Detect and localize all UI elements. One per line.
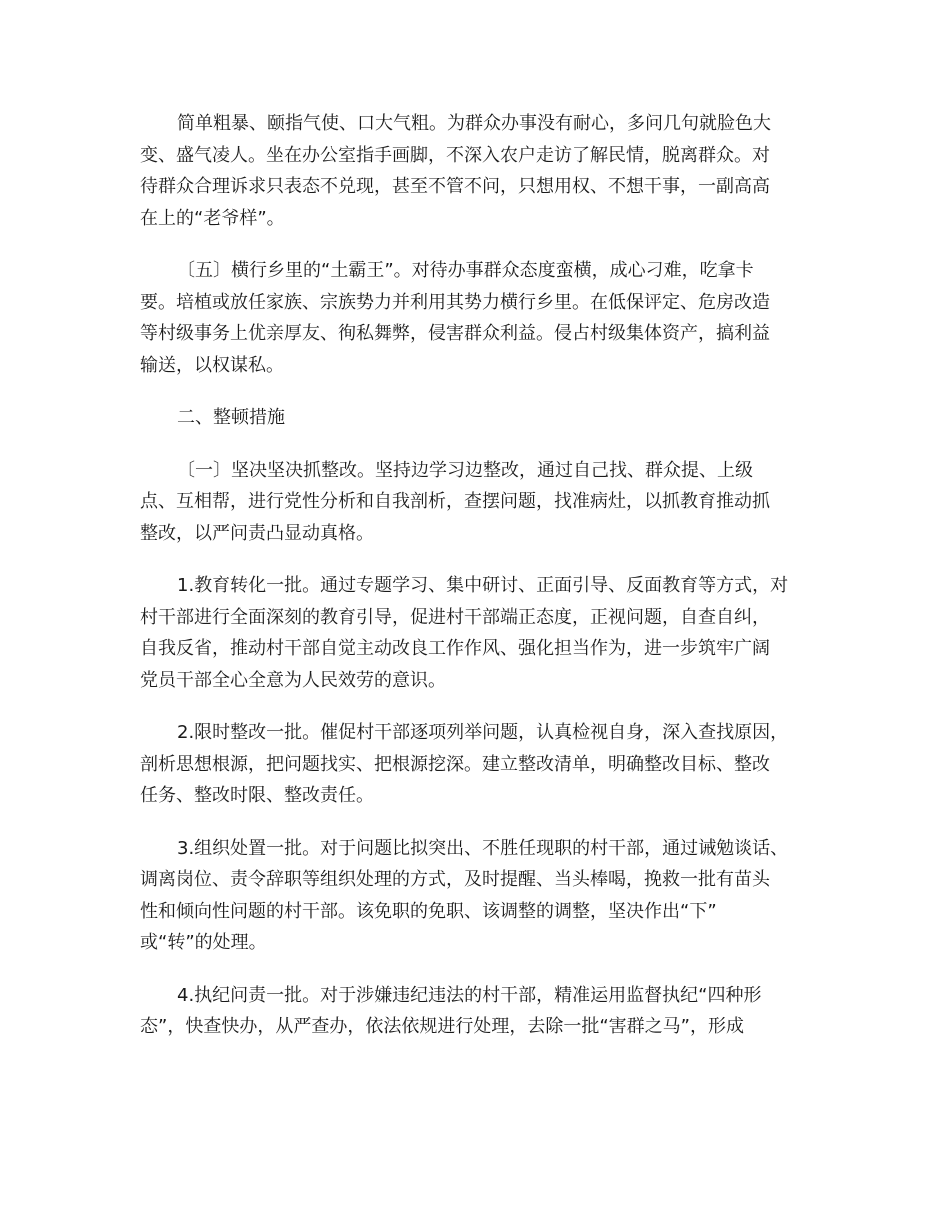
text-line: 2.限时整改一批。催促村干部逐项列举问题，认真检视自身，深入查找原因， <box>177 722 789 743</box>
text-line: 〔一〕坚决坚决抓整改。坚持边学习边整改，通过自己找、群众提、上级 <box>177 459 753 481</box>
text-line: 4.执纪问责一批。对于涉嫌违纪违法的村干部，精准运用监督执纪“四种形 <box>177 984 762 1006</box>
paragraph-1 <box>140 108 810 234</box>
section-heading: 二、整顿措施 <box>177 407 285 428</box>
text-line: 输送，以权谋私。 <box>140 354 284 376</box>
text-line: 简单粗暴、颐指气使、口大气粗。为群众办事没有耐心，多问几句就脸色大 <box>177 113 771 134</box>
paragraph-7 <box>140 980 810 1043</box>
paragraph-5 <box>140 717 810 812</box>
text-line: 整改，以严问责凸显动真格。 <box>140 522 374 544</box>
text-line: 剖析思想根源，把问题找实、把根源挖深。建立整改清单，明确整改目标、整改 <box>140 753 770 775</box>
text-line: 党员干部全心全意为人民效劳的意识。 <box>140 669 446 691</box>
paragraph-2 <box>140 255 810 381</box>
text-line: 在上的“老爷样”。 <box>140 207 285 229</box>
text-line: 待群众合理诉求只表态不兑现，甚至不管不问，只想用权、不想干事，一副高高 <box>140 176 770 197</box>
text-line: 3.组织处置一批。对于问题比拟突出、不胜任现职的村干部，通过诫勉谈话、 <box>177 837 789 859</box>
text-line: 〔五〕横行乡里的“土霸王”。对待办事群众态度蛮横，成心刁难，吃拿卡 <box>177 260 754 281</box>
text-line: 点、互相帮，进行党性分析和自我剖析，查摆问题，找准病灶，以抓教育推动抓 <box>140 491 770 512</box>
text-line: 态”，快查快办，从严查办，依法依规进行处理，去除一批“害群之马”，形成 <box>140 1016 744 1037</box>
text-line: 村干部进行全面深刻的教育引导，促进村干部端正态度，正视问题，自查自纠， <box>140 606 770 628</box>
text-line: 要。培植或放任家族、宗族势力并利用其势力横行乡里。在低保评定、危房改造 <box>140 291 770 313</box>
text-line: 等村级事务上优亲厚友、徇私舞弊，侵害群众利益。侵占村级集体资产，搞利益 <box>140 323 770 344</box>
paragraph-4 <box>140 570 810 696</box>
paragraph-3 <box>140 455 810 550</box>
text-line: 自我反省，推动村干部自觉主动改良工作作风、强化担当作为，进一步筑牢广阔 <box>140 638 770 659</box>
text-line: 性和倾向性问题的村干部。该免职的免职、该调整的调整，坚决作出“下” <box>140 900 717 922</box>
document-page <box>140 108 810 1064</box>
text-line: 1.教育转化一批。通过专题学习、集中研讨、正面引导、反面教育等方式，对 <box>177 575 789 596</box>
text-line: 任务、整改时限、整改责任。 <box>140 785 374 806</box>
text-line: 调离岗位、责令辞职等组织处理的方式，及时提醒、当头棒喝，挽救一批有苗头 <box>140 869 770 890</box>
text-line: 或“转”的处理。 <box>140 932 267 953</box>
paragraph-6 <box>140 833 810 959</box>
text-line: 变、盛气凌人。坐在办公室指手画脚，不深入农户走访了解民情，脱离群众。对 <box>140 144 770 166</box>
